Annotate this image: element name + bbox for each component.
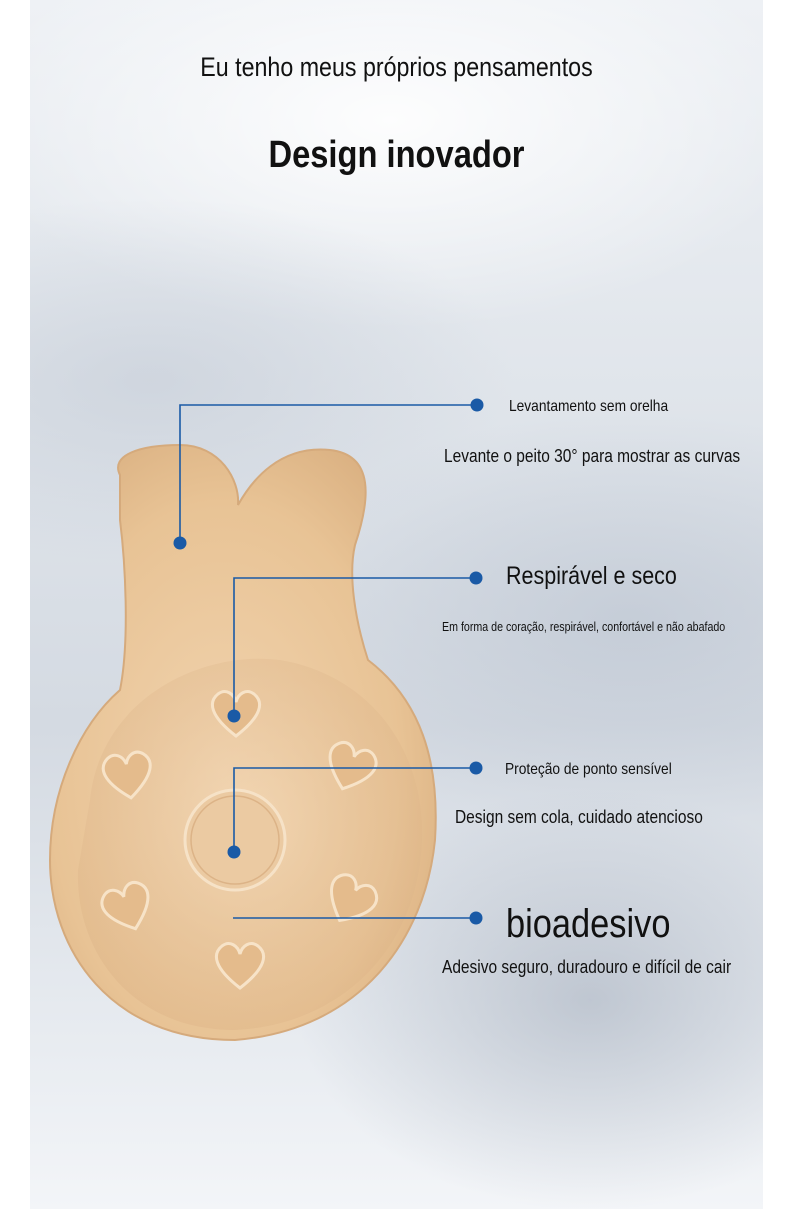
feature-2-heading: Respirável e seco (506, 562, 677, 590)
tagline: Eu tenho meus próprios pensamentos (200, 52, 593, 82)
feature-3-heading: Proteção de ponto sensível (505, 761, 672, 778)
center-disc (185, 790, 285, 890)
feature-3-description: Design sem cola, cuidado atencioso (455, 807, 703, 827)
product-illustration (30, 0, 763, 1209)
page-title: Design inovador (268, 134, 525, 176)
feature-1-description: Levante o peito 30° para mostrar as curvas (444, 446, 741, 466)
feature-4-heading: bioadesivo (506, 902, 671, 946)
feature-4-description: Adesivo seguro, duradouro e difícil de cair (442, 957, 732, 977)
infographic-canvas (30, 0, 763, 1209)
feature-1-heading: Levantamento sem orelha (509, 398, 669, 415)
feature-2-description: Em forma de coração, respirável, confortável e não abafado (442, 619, 726, 634)
